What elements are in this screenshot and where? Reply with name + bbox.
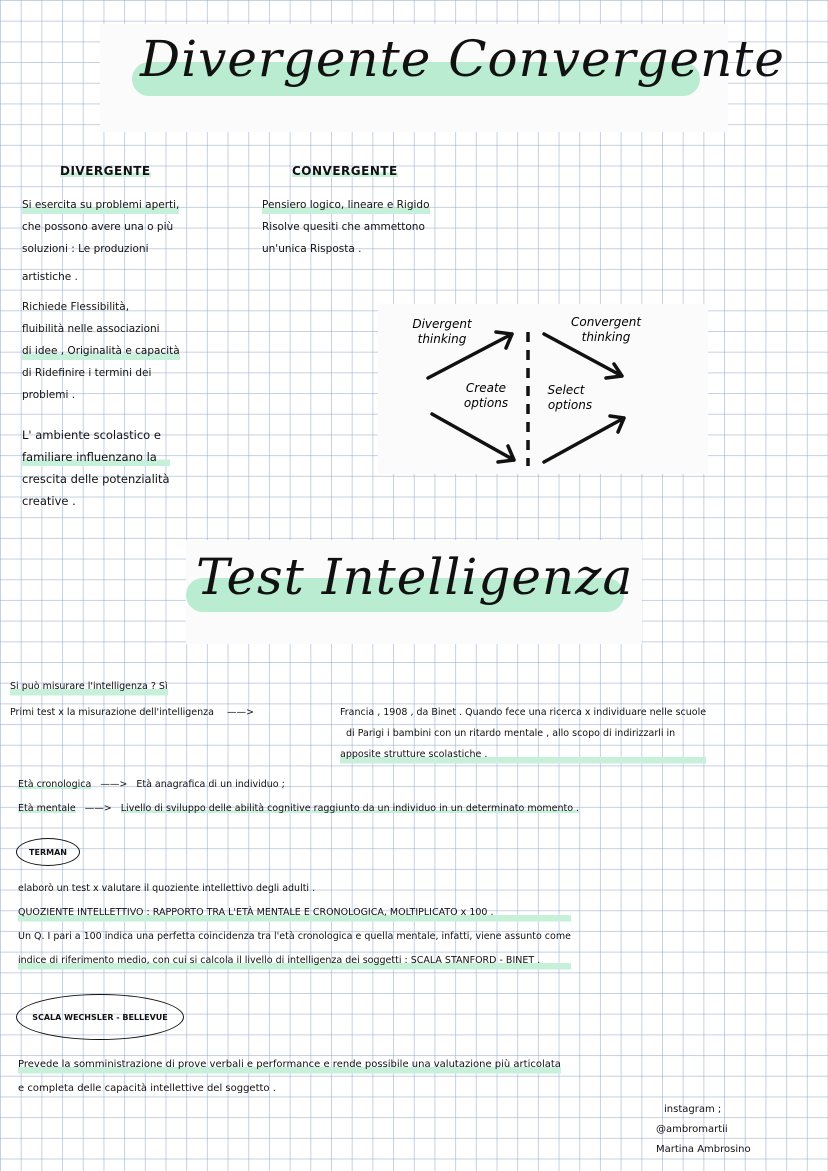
- text-line: crescita delle potenzialità: [22, 472, 170, 486]
- text-line: QUOZIENTE INTELLETTIVO : RAPPORTO TRA L'ETÀ MENTALE E CRONOLOGICA, MOLTIPLICATO x 100 .: [18, 902, 571, 923]
- text-line: e completa delle capacità intellettive del soggetto .: [18, 1083, 276, 1094]
- arrow-glyph: ——>: [100, 779, 128, 790]
- text-line: artistiche .: [22, 271, 78, 283]
- arrow-glyph: ——>: [84, 803, 112, 814]
- text-line: di idee , Originalità e capacità: [22, 340, 180, 362]
- convergent-label-line1: Convergent: [570, 315, 642, 329]
- text-line: Un Q. I pari a 100 indica una perfetta coincidenza tra l'età cronologica e quella mentale, infatti, viene assunto come: [18, 931, 571, 942]
- eta-mentale-label: Età mentale: [18, 803, 76, 814]
- text-line: Pensiero logico, lineare e Rigido: [262, 194, 430, 216]
- credits-author: Martina Ambrosino: [656, 1144, 751, 1155]
- divergent-convergent-diagram: [378, 304, 708, 474]
- text-line: soluzioni : Le produzioni: [22, 243, 149, 255]
- divergente-heading: DIVERGENTE: [60, 164, 151, 178]
- text-line: problemi .: [22, 389, 76, 401]
- text-line: Richiede Flessibilità,: [22, 301, 130, 313]
- divergent-label-line1: Divergent: [412, 317, 472, 331]
- divergent-label-line2: thinking: [417, 332, 467, 346]
- primi-test-label: [10, 702, 254, 723]
- create-label-line2: options: [463, 396, 509, 410]
- page-title-divergente-convergente: Divergente Convergente: [140, 30, 785, 88]
- text-line: creative .: [22, 494, 76, 508]
- section-title-test-intelligenza: Test Intelligenza: [196, 548, 634, 606]
- divergente-description: [22, 194, 179, 288]
- text-line: un'unica Risposta .: [262, 243, 362, 255]
- arrow-glyph: ——>: [226, 707, 254, 718]
- eta-cronologica-row: [18, 774, 285, 795]
- text-line: di Ridefinire i termini dei: [22, 367, 152, 379]
- credits: [656, 1100, 751, 1160]
- test-question: Si può misurare l'intelligenza ? Sì: [10, 676, 168, 697]
- credits-platform: instagram ;: [664, 1104, 722, 1115]
- eta-cronologica-value: Età anagrafica di un individuo ;: [136, 779, 285, 790]
- text-line: di Parigi i bambini con un ritardo mentale , allo scopo di indirizzarli in: [346, 728, 676, 739]
- text-line: Francia , 1908 , da Binet . Quando fece una ricerca x individuare nelle scuole: [340, 707, 707, 718]
- text-line: apposite strutture scolastiche .: [340, 744, 706, 765]
- select-label-line1: Select: [547, 383, 585, 397]
- convergent-label-line2: thinking: [581, 330, 631, 344]
- text-line: elaborò un test x valutare il quoziente intellettivo degli adulti .: [18, 883, 316, 894]
- text-line: Risolve quesiti che ammettono: [262, 221, 425, 233]
- text-line: Prevede la somministrazione di prove verbali e performance e rende possibile una valutazione più articolata: [18, 1054, 561, 1075]
- primi-test-text: Primi test x la misurazione dell'intelligenza: [10, 707, 214, 718]
- text-line: che possono avere una o più: [22, 221, 174, 233]
- create-label-line1: Create: [465, 381, 507, 395]
- convergente-heading: CONVERGENTE: [292, 164, 398, 178]
- eta-mentale-row: [18, 798, 579, 819]
- text-line: indice di riferimento medio, con cui si calcola il livello di intelligenza dei soggetti : SCALA STANFORD - BINET .: [18, 950, 571, 971]
- wechsler-badge: SCALA WECHSLER - BELLEVUE: [16, 994, 184, 1040]
- text-line: fluibilità nelle associazioni: [22, 323, 160, 335]
- primi-test-details: [340, 702, 706, 765]
- select-label-line2: options: [547, 398, 593, 412]
- terman-text: [18, 878, 571, 971]
- eta-mentale-value: Livello di sviluppo delle abilità cognitive raggiunto da un individuo in un determinato momento .: [120, 803, 580, 814]
- divergente-flexibility: [22, 296, 180, 406]
- credits-handle: @ambromartii: [656, 1124, 728, 1135]
- divergente-environment: [22, 424, 170, 512]
- convergente-description: [262, 194, 430, 260]
- terman-badge: TERMAN: [16, 838, 80, 866]
- eta-cronologica-label: Età cronologica: [18, 779, 92, 790]
- wechsler-text: [18, 1054, 561, 1099]
- text-line: L' ambiente scolastico e: [22, 428, 161, 442]
- text-line: familiare influenzano la: [22, 446, 170, 468]
- text-line: Si esercita su problemi aperti,: [22, 194, 179, 216]
